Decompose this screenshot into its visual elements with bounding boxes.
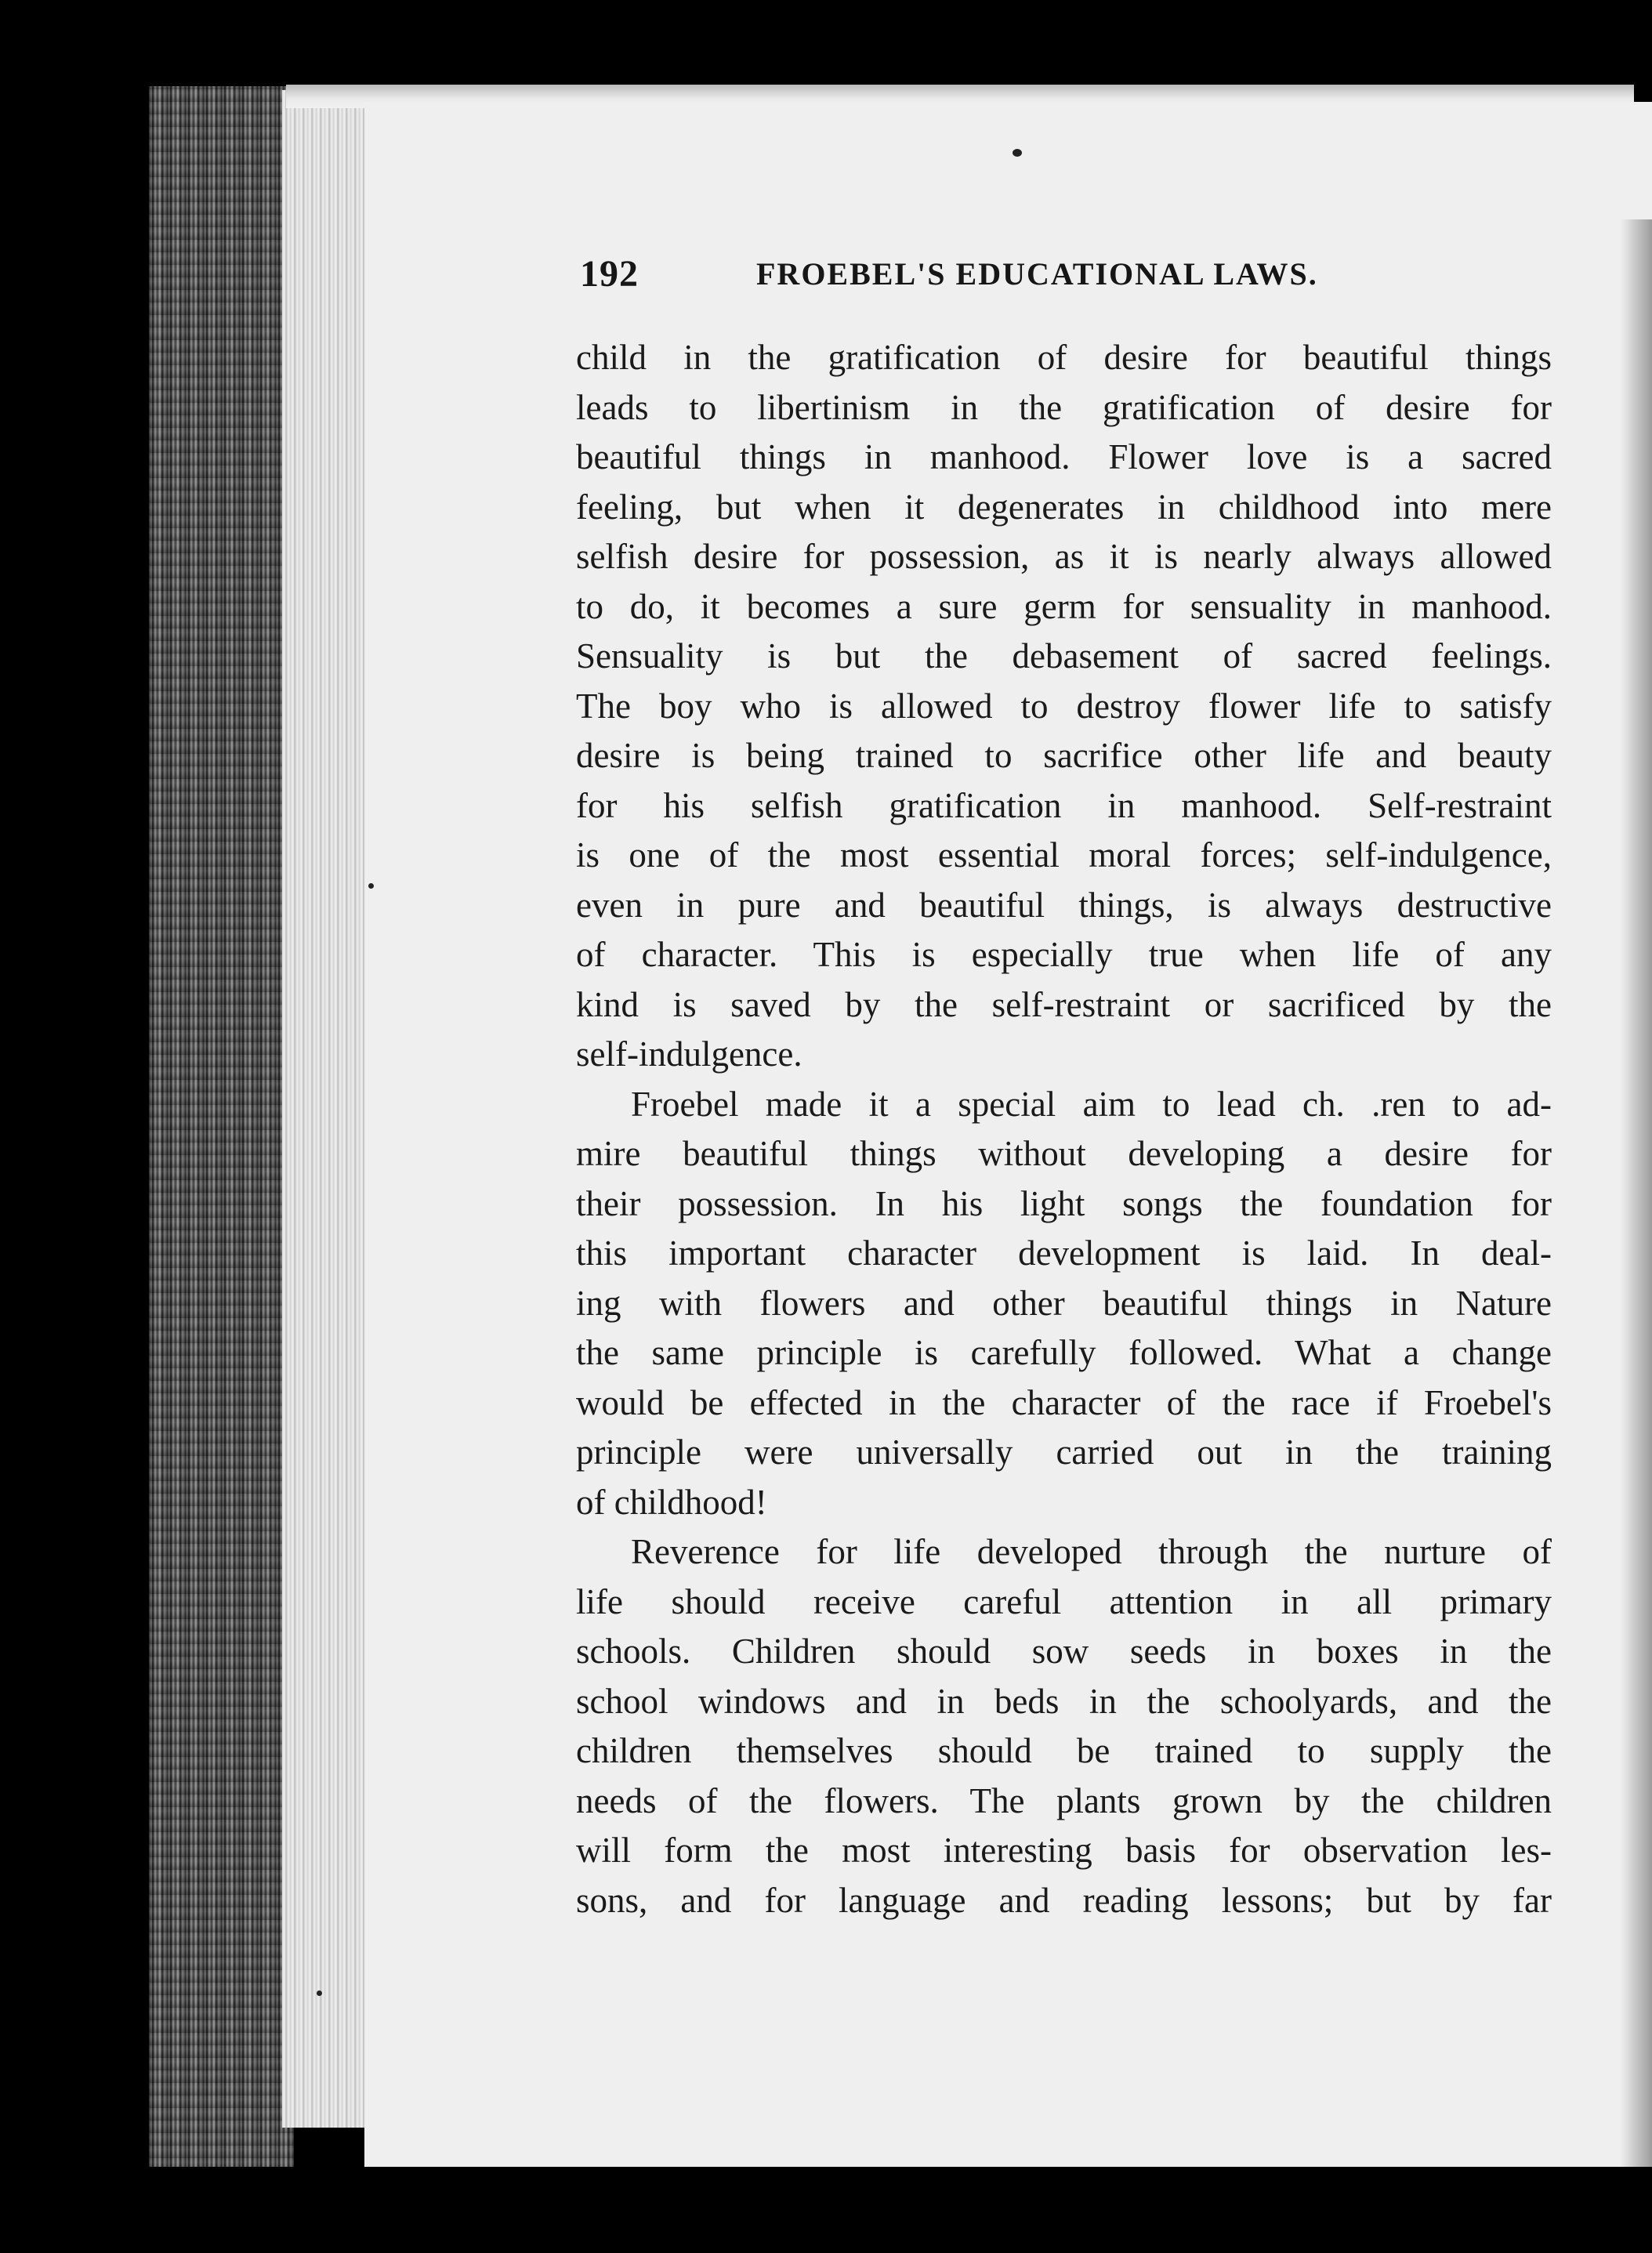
text-line: would be effected in the character of the race if Froebel's [576,1382,1552,1422]
page-leaves [282,90,368,2128]
text-line: principle were universally carried out in the training [576,1433,1552,1472]
text-line: child in the gratification of desire for beautiful things [576,338,1552,377]
page-number: 192 [580,253,639,295]
scan-bottom-border [0,2167,1652,2253]
text-line: Reverence for life developed through the nurture of [631,1532,1552,1571]
text-line: self-indulgence. [576,1034,802,1074]
text-line: The boy who is allowed to destroy flower life to satisfy [576,686,1552,726]
paragraph-1 [576,333,1552,1080]
text-line: their possession. In his light songs the foundation for [576,1183,1552,1223]
text-line: Froebel made it a special aim to lead ch. .ren to ad- [631,1084,1552,1124]
text-line: of childhood! [576,1482,767,1522]
speck-mark [1013,149,1022,157]
text-line: will form the most interesting basis for observation les- [576,1831,1552,1870]
text-line: beautiful things in manhood. Flower love is a sacred [576,437,1552,476]
page-header [580,252,1544,299]
text-line: to do, it becomes a sure germ for sensuality in manhood. [576,586,1552,626]
text-line: is one of the most essential moral forces; self-indulgence, [576,835,1552,875]
book-binding-shadow [0,0,153,2253]
text-line: leads to libertinism in the gratification of desire for [576,387,1552,427]
speck-mark [368,883,374,889]
text-line: sons, and for language and reading lessons; but by far [576,1880,1552,1920]
paragraph-3 [576,1527,1552,1925]
text-line: schools. Children should sow seeds in boxes in the [576,1632,1552,1671]
text-line: life should receive careful attention in all primary [576,1581,1552,1621]
speck-mark [317,1990,322,1996]
text-line: kind is saved by the self-restraint or sacrificed by the [576,984,1552,1024]
text-line: school windows and in beds in the schoolyards, and the [576,1681,1552,1721]
text-line: feeling, but when it degenerates in childhood into mere [576,487,1552,527]
text-line: the same principle is carefully followed. What a change [576,1333,1552,1372]
text-line: selfish desire for possession, as it is nearly always allowed [576,537,1552,576]
text-line: needs of the flowers. The plants grown by the children [576,1780,1552,1820]
text-line: Sensuality is but the debasement of sacred feelings. [576,636,1552,676]
running-head: FROEBEL'S EDUCATIONAL LAWS. [756,256,1318,292]
text-line: desire is being trained to sacrifice other life and beauty [576,736,1552,775]
page-right-shadow [1621,219,1652,2253]
text-line: mire beautiful things without developing a desire for [576,1134,1552,1173]
text-line: for his selfish gratification in manhood. Self-restraint [576,785,1552,825]
text-line: this important character development is laid. In deal- [576,1233,1552,1273]
text-line: ing with flowers and other beautiful things in Nature [576,1283,1552,1323]
text-line: of character. This is especially true when life of any [576,935,1552,974]
body-text [576,333,1552,1925]
text-line: children themselves should be trained to supply the [576,1731,1552,1770]
page-block-edges [149,86,294,2171]
text-line: even in pure and beautiful things, is always destructive [576,885,1552,925]
paragraph-2 [576,1080,1552,1528]
